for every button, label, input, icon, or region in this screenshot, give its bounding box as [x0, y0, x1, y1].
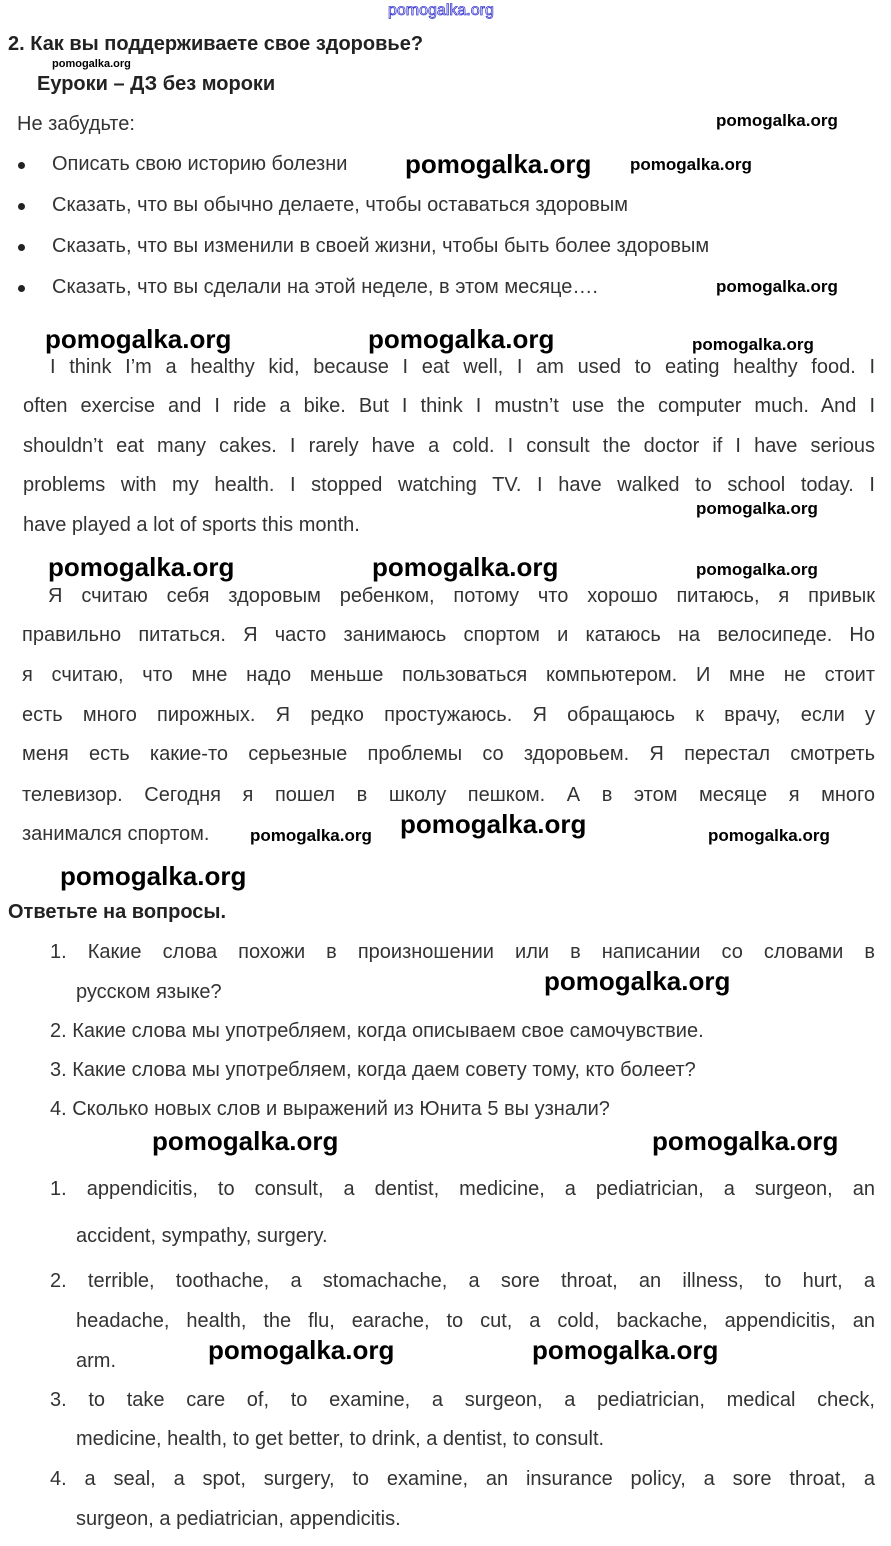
answer-line: 1. appendicitis, to consult, a dentist, medicine, a pediatrician, a surgeon, an [50, 1178, 875, 1200]
watermark: pomogalka.org [692, 335, 814, 354]
bullet-icon [18, 162, 25, 169]
question-line: 3. Какие слова мы употребляем, когда даем совету тому, кто болеет? [50, 1059, 696, 1081]
english-line: shouldn’t eat many cakes. I rarely have a cold. I consult the doctor if I have serious [23, 435, 875, 457]
watermark: pomogalka.org [52, 58, 131, 70]
bullet-icon [18, 244, 25, 251]
watermark: pomogalka.org [250, 826, 372, 845]
russian-line: правильно питаться. Я часто занимаюсь спортом и катаюсь на велосипеде. Но [22, 624, 875, 646]
english-line: problems with my health. I stopped watching TV. I have walked to school today. I [23, 474, 875, 496]
watermark: pomogalka.org [652, 1126, 839, 1156]
russian-line: меня есть какие-то серьезные проблемы со здоровьем. Я перестал смотреть [22, 743, 875, 765]
question-line: 4. Сколько новых слов и выражений из Юнита 5 вы узнали? [50, 1098, 610, 1120]
answer-line: headache, health, the flu, earache, to cut, a cold, backache, appendicitis, an [76, 1310, 875, 1332]
task-title: 2. Как вы поддерживаете свое здоровье? [8, 33, 424, 55]
answer-line: accident, sympathy, surgery. [76, 1225, 328, 1247]
russian-line: есть много пирожных. Я редко простужаюсь. Я обращаюсь к врачу, если у [22, 704, 875, 726]
watermark-top: pomogalka.org [388, 2, 494, 19]
answer-line: medicine, health, to get better, to drink, a dentist, to consult. [76, 1428, 605, 1450]
watermark: pomogalka.org [532, 1335, 719, 1365]
russian-line: я считаю, что мне надо меньше пользоваться компьютером. И мне не стоит [22, 664, 875, 686]
answer-line: 2. terrible, toothache, a stomachache, a sore throat, an illness, to hurt, a [50, 1270, 875, 1292]
watermark: pomogalka.org [544, 966, 731, 996]
watermark: pomogalka.org [152, 1126, 339, 1156]
watermark: pomogalka.org [716, 111, 838, 130]
reminder-item: Сказать, что вы обычно делаете, чтобы оставаться здоровым [52, 194, 628, 216]
question-line: 1. Какие слова похожи в произношении или в написании со словами в [50, 941, 875, 963]
watermark: pomogalka.org [708, 826, 830, 845]
question-line: русском языке? [76, 981, 222, 1003]
watermark: pomogalka.org [696, 499, 818, 518]
watermark: pomogalka.org [372, 552, 559, 582]
answer-line: 4. a seal, a spot, surgery, to examine, an insurance policy, a sore throat, a [50, 1468, 875, 1490]
watermark: pomogalka.org [716, 277, 838, 296]
answer-line: 3. to take care of, to examine, a surgeon, a pediatrician, medical check, [50, 1389, 875, 1411]
answer-line: arm. [76, 1350, 116, 1372]
watermark: pomogalka.org [60, 861, 247, 891]
bullet-icon [18, 203, 25, 210]
russian-line: телевизор. Сегодня я пошел в школу пешком. А в этом месяце я много [22, 784, 875, 806]
russian-line: занимался спортом. [22, 823, 210, 845]
watermark: pomogalka.org [48, 552, 235, 582]
answer-line: surgeon, a pediatrician, appendicitis. [76, 1508, 401, 1530]
watermark: pomogalka.org [368, 324, 555, 354]
watermark: pomogalka.org [400, 809, 587, 839]
english-line: often exercise and I ride a bike. But I think I mustn’t use the computer much. And I [23, 395, 875, 417]
reminder-item: Сказать, что вы изменили в своей жизни, чтобы быть более здоровым [52, 235, 710, 257]
questions-label: Ответьте на вопросы. [8, 901, 227, 923]
bullet-icon [18, 285, 25, 292]
watermark: pomogalka.org [405, 149, 592, 179]
watermark: pomogalka.org [45, 324, 232, 354]
reminder-item: Описать свою историю болезни [52, 153, 348, 175]
reminder-item: Сказать, что вы сделали на этой неделе, в этом месяце…. [52, 276, 598, 298]
question-line: 2. Какие слова мы употребляем, когда описываем свое самочувствие. [50, 1020, 704, 1042]
english-line: I think I’m a healthy kid, because I eat well, I am used to eating healthy food. I [50, 356, 875, 378]
english-line: have played a lot of sports this month. [23, 514, 360, 536]
watermark: pomogalka.org [208, 1335, 395, 1365]
reminder-label: Не забудьте: [17, 113, 135, 135]
subtitle: Еуроки – ДЗ без мороки [37, 73, 276, 95]
watermark: pomogalka.org [630, 155, 752, 174]
russian-line: Я считаю себя здоровым ребенком, потому что хорошо питаюсь, я привык [48, 585, 875, 607]
watermark: pomogalka.org [696, 560, 818, 579]
